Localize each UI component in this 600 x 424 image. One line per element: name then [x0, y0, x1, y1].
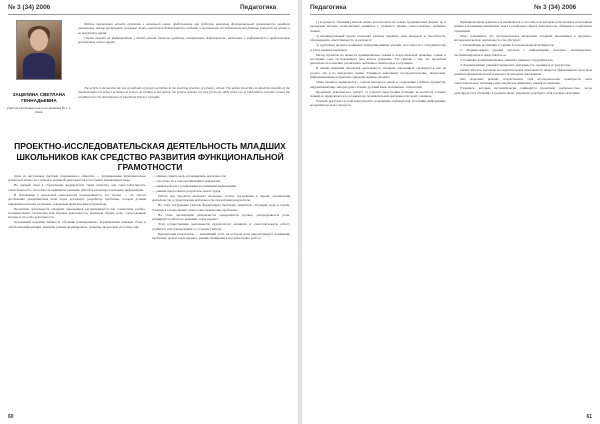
- list-item: 3. Развитию коммуникативных умений и навыков сотрудничества.: [460, 57, 554, 62]
- list-item: — умение ставить цель и планировать деятельность;: [152, 174, 227, 178]
- paragraph: Основными задачами являются: обучение планированию, формирование навыков сбора и обработки информации, развитие умения анализировать, развитие творческих способностей.: [8, 220, 146, 229]
- paragraph: В Положении о проектной деятельности подчеркивается, что проект — это способ достижения дидактической цели через детальную разработку проблемы, которая должна завершиться вполне реальным, осязаемым практическим результатом.: [8, 192, 146, 206]
- paragraph: Метод проектов не является принципиально новым в педагогической практике, однако в последние годы он переживает свое второе рождение. Это связано с тем, что проектная деятельность позволяет реализовать деятельностный подход к обучению.: [310, 52, 446, 66]
- header-rule: [310, 14, 592, 15]
- list-item: 1. Повышению мотивации к учению и познавательной активности.: [460, 43, 555, 48]
- paragraph: Таким образом, проектно-исследовательская деятельность является эффективным средством развития функциональной грамотности младших школьников.: [454, 67, 592, 77]
- paragraph: 3) групповые проекты развивают коммуникативные умения, способность к сотрудничеству и учету мнения партнеров.: [310, 43, 446, 52]
- running-header-section: Педагогика: [310, 4, 347, 11]
- left-page-column-2: [152, 174, 290, 409]
- list-item: 4. Формированию умений планировать деятельность, оценивать ее результаты.: [460, 62, 572, 67]
- paragraph: Темы проектов выбираются с учетом интересов детей и содержания учебных предметов: окружающий мир, литературное чтение, русский язык, математика, технология.: [310, 80, 446, 89]
- header-rule: [8, 14, 290, 15]
- paragraph: В нашей гимназии проектная деятельность младших школьников организуется как на уроках, так и во внеурочное время. Учащиеся выполняют исследовательские, творческие, информационные и практико-ориентированные проекты.: [310, 66, 446, 80]
- paragraph: Одна из актуальных проблем современного общества — формирование функционально грамотной личности, готовой к активной деятельности в постоянно меняющемся мире.: [8, 174, 146, 183]
- paragraph: Функциональная грамотность проявляется в способности человека использовать полученные знания для решения жизненных задач в различных сферах деятельности, общения и социальных отношений.: [454, 20, 592, 33]
- paragraph: 1) в процессе обучения учителю важно использовать не только традиционные формы, но и проектные методы, позволяющие развивать у учащихся умение самостоятельно добывать знания;: [310, 20, 446, 33]
- paragraph: На этапе организации деятельности определяются группы, распределяются роли, планируется работа по решению задач проекта.: [152, 212, 290, 222]
- abstract-english: [78, 86, 290, 130]
- author-name: ЗАЦЕПИНА СВЕТЛАНА ГЕННАДЬЕВНА: [12, 92, 66, 103]
- paragraph: Проектная деятельность требует от учителя перестройки позиции: из носителя готовых знаний он превращается в организатора познавательной деятельности своих учеников.: [310, 89, 446, 99]
- author-info: учитель начальных классов гимназии № 1, г. Омск: [6, 106, 72, 115]
- abstract-ru-paragraph: Сделан акцент на формировании у детей умений ставить проблему, планировать деятельность, работать с информацией и представлять результаты своего труда.: [78, 35, 290, 45]
- abstract-russian: [78, 22, 290, 84]
- paragraph: Презентация результатов — важнейший этап, на котором дети демонстрируют понимание проблемы, цели и задач проекта, умение планировать и осуществлять работу.: [152, 231, 290, 241]
- article-title: ПРОЕКТНО-ИССЛЕДОВАТЕЛЬСКАЯ ДЕЯТЕЛЬНОСТЬ МЛАДШИХ ШКОЛЬНИКОВ КАК СРЕДСТВО РАЗВИТИЯ ФУНКЦИОНАЛЬНОЙ ГРАМОТНОСТИ: [14, 141, 286, 172]
- running-header-issue: № 3 (34) 2006: [534, 4, 577, 11]
- paragraph: Проектная деятельность младших школьников рассматривается как совместная учебно-познавательная, творческая или игровая деятельность, имеющая общую цель, согласованные методы и способы деятельности.: [8, 206, 146, 220]
- right-page: [302, 0, 600, 424]
- paragraph: Она позволяет ребенку почувствовать себя исследователем, приобрести опыт самостоятельного решения задач, научиться применять знания на практике.: [454, 77, 592, 86]
- abstract-ru-paragraph: Модель применения метода проектов в начальной школе представлена как средство развития функциональной грамотности младших школьников. Автор раскрывает основные этапы проектной деятельности, подходы к организации исследовательской работы учащихся на уроках и во внеурочное время.: [78, 22, 290, 35]
- list-item: — умение представлять результаты своего труда.: [152, 189, 222, 193]
- list-item: 2. Формированию умений работать с информацией: находить, анализировать, систематизировать и представлять ее.: [454, 48, 592, 57]
- paragraph: На этапе погружения учитель формулирует проблему, сюжетную ситуацию, цель и задачи. Учащиеся осуществляют личностное присвоение проблемы.: [152, 203, 290, 212]
- paragraph: Этап осуществления деятельности предполагает активную и самостоятельную работу учащихся, консультирование со стороны учителя.: [152, 222, 290, 231]
- running-header-issue: № 3 (34) 2006: [8, 4, 51, 11]
- page-number: 61: [586, 414, 592, 420]
- page-number: 60: [8, 414, 14, 420]
- left-page-column-1: [8, 174, 146, 409]
- list-item: — способность к самоорганизации и рефлексии;: [152, 179, 221, 183]
- paragraph: Опыт показывает, что систематическое включение младших школьников в проектно-исследовательскую деятельность способствует:: [454, 33, 592, 43]
- right-page-column-2: [454, 20, 592, 410]
- abstract-en-paragraph: The article is devoted to the use of methods of project activities in the teaching practice of primary school. The author describes in detail the benefits of the implementation of project activities in school. According to the author, the project activity not only forms the skills of the use of information, but also creates the conditions for the development of functional literacy of pupils.: [78, 86, 290, 99]
- left-page: [0, 0, 298, 424]
- paragraph: Работа над проектом включает несколько этапов: погружение в проект, организация деятельности, осуществление деятельности, презентация результатов.: [152, 194, 290, 203]
- paragraph: Учитель выступает в роли консультанта, помощника, наблюдателя, источника информации, координатора всего процесса.: [310, 99, 446, 108]
- paragraph: 2) индивидуальный проект позволяет ребенку проявить свои интересы и способности, сформировать ответственность за результат;: [310, 33, 446, 43]
- running-header-section: Педагогика: [240, 4, 277, 11]
- author-photo: [16, 20, 62, 80]
- paragraph: На первый план в образовании выдвигаются такие качества, как самостоятельность, ответственность, способность принимать решения, работать в команде и находить информацию.: [8, 183, 146, 192]
- paragraph: Учащиеся, которые систематически занимаются проектной деятельностью, легче адаптируются к обучению в среднем звене, увереннее чувствуют себя в новых ситуациях.: [454, 86, 592, 95]
- list-item: — навыки работы с различными источниками информации;: [152, 184, 237, 188]
- right-page-column-1: [310, 20, 446, 410]
